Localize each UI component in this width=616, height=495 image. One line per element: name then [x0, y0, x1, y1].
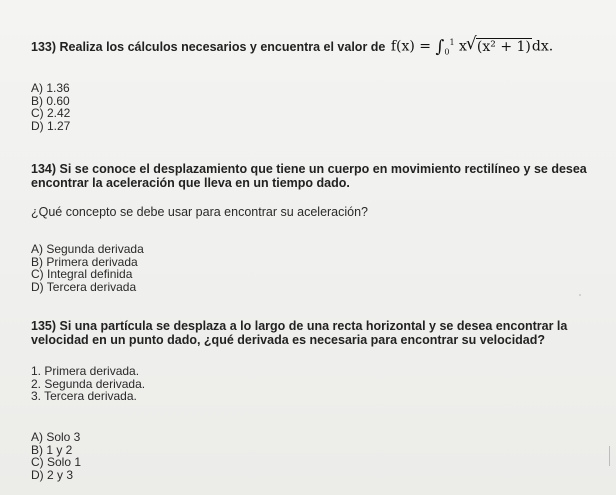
formula-end: . [548, 38, 554, 55]
question-134-options [31, 243, 144, 293]
question-133-text: Realiza los cálculos necesarios y encuentra el valor de [59, 40, 386, 55]
question-135-options [31, 431, 81, 481]
paper-speck [579, 294, 581, 296]
statement-3: 3. Tercera derivada. [31, 389, 137, 404]
question-135-statements [31, 365, 145, 403]
option-b[interactable]: B) 1 y 2 [31, 442, 73, 457]
question-134-number: 134) [31, 162, 57, 176]
formula-lower-limit: 0 [444, 47, 450, 57]
question-133-formula [391, 36, 553, 59]
question-135-text: Si una partícula se desplaza a lo largo de una recta horizontal y se desea encontrar la velocidad en un punto dado, ¿qué derivada es necesaria para encontrar su velocidad? [31, 319, 568, 347]
option-d[interactable]: D) 2 y 3 [31, 467, 74, 482]
statement-1: 1. Primera derivada. [31, 364, 140, 378]
question-133-number: 133) [31, 40, 57, 55]
question-135-number: 135) [31, 319, 57, 333]
formula-x: x [459, 38, 467, 55]
option-b[interactable]: B) 0.60 [31, 93, 70, 108]
question-134-text: Si se conoce el desplazamiento que tiene un cuerpo en movimiento rectilíneo y se desea encontrar la aceleración que lleva en un tiempo dado. [31, 162, 587, 190]
question-135-stem [31, 319, 591, 347]
option-c[interactable]: C) 2.42 [31, 106, 71, 121]
option-d[interactable]: D) Tercera derivada [31, 279, 137, 294]
statement-2: 2. Segunda derivada. [31, 376, 146, 391]
formula-fx: f(x) = [390, 38, 432, 55]
option-a[interactable]: A) 1.36 [31, 81, 70, 95]
question-133-options [31, 82, 70, 132]
integral-sign-icon: ∫ [435, 36, 445, 57]
question-133-stem [31, 36, 553, 59]
question-134-prompt: ¿Qué concepto se debe usar para encontrar su aceleración? [31, 205, 369, 219]
question-134-stem [31, 162, 591, 190]
formula-dx: dx [531, 38, 549, 55]
paper-edge-mark [609, 446, 610, 466]
formula-upper-limit: 1 [449, 38, 455, 47]
square-root-icon [467, 40, 532, 54]
formula-radicand: (x² + 1) [476, 38, 531, 55]
option-a[interactable]: A) Segunda derivada [31, 242, 144, 256]
option-a[interactable]: A) Solo 3 [31, 430, 81, 444]
option-b[interactable]: B) Primera derivada [31, 254, 138, 269]
option-c[interactable]: C) Solo 1 [31, 455, 82, 470]
option-d[interactable]: D) 1.27 [31, 118, 71, 133]
option-c[interactable]: C) Integral definida [31, 267, 133, 282]
